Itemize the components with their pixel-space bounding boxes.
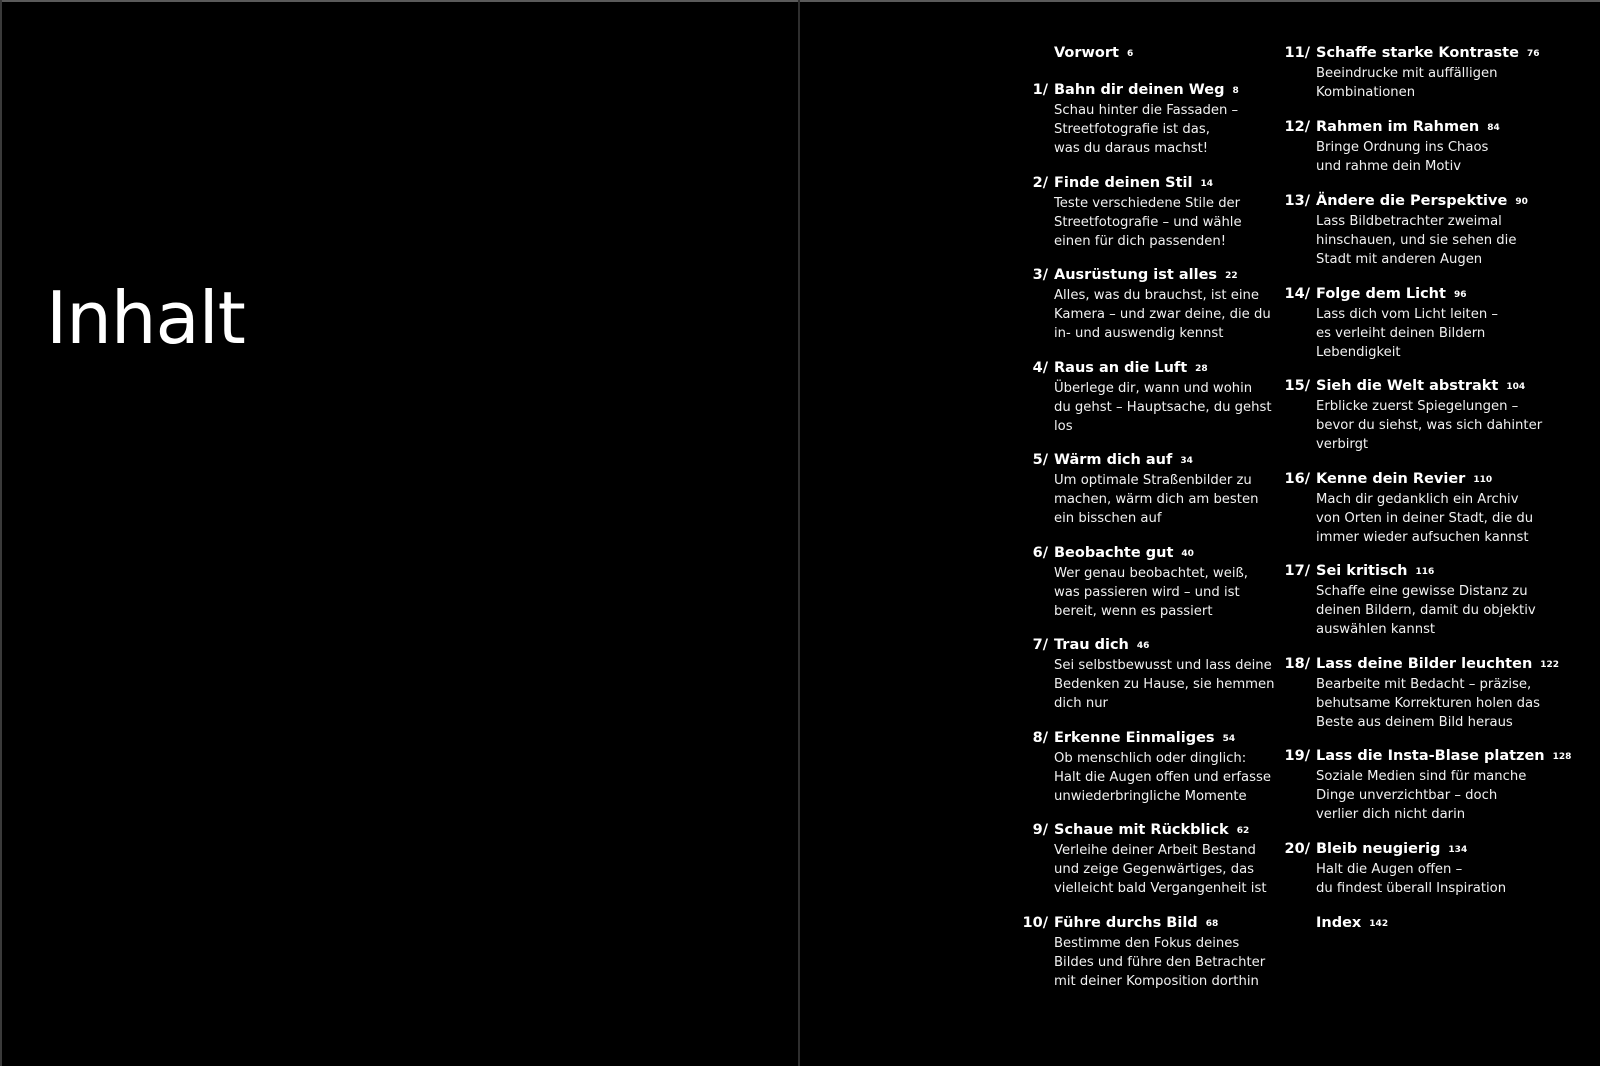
toc-entry-number: 6/ [1032, 544, 1048, 561]
toc-entry-heading: Sei kritisch [1316, 563, 1408, 579]
toc-entry-heading: Index [1316, 914, 1362, 931]
toc-entry-heading: Bleib neugierig [1316, 840, 1441, 857]
toc-entry-description-line: und rahme dein Motiv [1316, 159, 1462, 174]
toc-entry-description-line: Sei selbstbewusst und lass deine [1054, 658, 1272, 673]
toc-entry-description-line: in- und auswendig kennst [1054, 326, 1224, 341]
toc-entry-heading-line [1316, 747, 1572, 767]
toc-entry-page-number: 54 [1222, 733, 1236, 744]
toc-entry-description-line: Beeindrucke mit auffälligen [1316, 66, 1498, 81]
toc-entry-description [1054, 749, 1280, 806]
toc-entry[interactable] [1272, 914, 1552, 951]
toc-entry-description-line: Dinge unverzichtbar – doch [1316, 788, 1498, 803]
toc-entry-description-line: und zeige Gegenwärtiges, das [1054, 862, 1255, 877]
toc-entry-description [1054, 564, 1280, 621]
toc-entry-heading-line [1316, 914, 1552, 934]
toc-entry-description-line: Lebendigkeit [1316, 344, 1401, 360]
toc-entry-heading-line [1316, 470, 1552, 490]
toc-entry[interactable] [1272, 377, 1552, 470]
toc-column-right [1272, 44, 1572, 951]
toc-entry-number: 5/ [1032, 452, 1048, 468]
toc-entry-heading-line [1054, 451, 1280, 471]
toc-entry[interactable] [1272, 285, 1552, 378]
toc-entry[interactable] [1272, 192, 1552, 285]
toc-entry-page-number: 96 [1453, 289, 1467, 300]
toc-entry-description-line: Teste verschiedene Stile der [1054, 195, 1241, 211]
toc-entry-heading-line [1054, 544, 1280, 564]
toc-entry-description [1054, 471, 1280, 528]
toc-entry-heading: Folge dem Licht [1316, 285, 1446, 302]
toc-entry-heading: Schaffe starke Kontraste [1316, 45, 1519, 61]
toc-entry-heading: Rahmen im Rahmen [1316, 119, 1480, 135]
toc-entry-description [1316, 582, 1552, 639]
toc-entry[interactable] [1010, 914, 1280, 1007]
toc-entry-description-line: Kamera – und zwar deine, die du [1054, 307, 1271, 322]
toc-entry-description-line: Halt die Augen offen – [1316, 861, 1463, 877]
toc-entry-page-number: 104 [1506, 382, 1526, 392]
toc-entry[interactable] [1010, 174, 1280, 267]
toc-entry-heading: Raus an die Luft [1054, 359, 1188, 376]
toc-entry-description [1316, 138, 1552, 176]
toc-entry-description-line: Ob menschlich oder dinglich: [1054, 750, 1247, 766]
toc-entry-description-line: Streetfotografie ist das, [1054, 122, 1210, 137]
toc-entry-description [1054, 286, 1280, 343]
toc-entry-number: 20/ [1284, 840, 1310, 857]
toc-entry-description-line: Beste aus deinem Bild heraus [1316, 714, 1513, 730]
toc-entry-number: 13/ [1284, 193, 1310, 209]
toc-entry-description-line: du gehst – Hauptsache, du gehst [1054, 399, 1272, 415]
toc-entry-number: 17/ [1284, 563, 1310, 579]
toc-entry-description [1316, 860, 1552, 898]
toc-entry[interactable] [1010, 729, 1280, 822]
toc-entry-page-number: 34 [1180, 456, 1193, 466]
toc-entry-description [1316, 64, 1552, 102]
toc-entry-number: 15/ [1284, 378, 1310, 394]
toc-entry[interactable] [1010, 451, 1280, 544]
toc-entry-number: 11/ [1284, 45, 1310, 61]
toc-entry-description-line: Streetfotografie – und wähle [1054, 214, 1242, 230]
toc-entry-number: 10/ [1022, 914, 1048, 931]
toc-entry[interactable] [1010, 81, 1280, 174]
toc-entry-description-line: Soziale Medien sind für manche [1316, 769, 1527, 784]
toc-entry-heading: Wärm dich auf [1054, 452, 1173, 468]
toc-entry-number: 4/ [1032, 359, 1048, 376]
toc-entry-page-number: 128 [1552, 752, 1572, 762]
toc-entry-page-number: 134 [1448, 844, 1468, 855]
toc-entry-heading-line [1316, 44, 1552, 64]
toc-entry-description-line: vielleicht bald Vergangenheit ist [1054, 881, 1267, 896]
toc-entry-heading-line [1054, 174, 1280, 194]
toc-entry-page-number: 84 [1487, 123, 1500, 133]
toc-entry-number: 9/ [1032, 822, 1048, 838]
toc-entry-description-line: deinen Bildern, damit du objektiv [1316, 603, 1536, 618]
toc-entry-number: 3/ [1032, 267, 1048, 283]
toc-entry-heading: Trau dich [1054, 637, 1129, 653]
toc-entry-description-line: Bildes und führe den Betrachter [1054, 954, 1266, 970]
toc-entry-heading: Führe durchs Bild [1054, 914, 1198, 931]
toc-entry-heading: Kenne dein Revier [1316, 470, 1466, 487]
toc-entry-description-line: los [1054, 418, 1073, 434]
toc-entry-number: 14/ [1284, 285, 1310, 302]
toc-entry-description-line: Mach dir gedanklich ein Archiv [1316, 491, 1519, 507]
toc-entry-page-number: 76 [1526, 49, 1540, 59]
toc-entry-description-line: es verleiht deinen Bildern [1316, 325, 1486, 341]
toc-entry-page-number: 40 [1181, 548, 1194, 559]
toc-entry-heading-line [1316, 285, 1552, 305]
toc-entry-description-line: Wer genau beobachtet, weiß, [1054, 565, 1248, 581]
toc-entry-description-line: immer wieder aufsuchen kannst [1316, 529, 1529, 545]
toc-entry-page-number: 122 [1540, 659, 1560, 670]
toc-entry-page-number: 142 [1369, 918, 1389, 929]
toc-entry-description [1054, 934, 1280, 991]
toc-entry-page-number: 8 [1232, 86, 1239, 96]
toc-entry[interactable] [1010, 821, 1280, 914]
toc-entry[interactable] [1272, 747, 1572, 840]
toc-entry-heading-line [1316, 562, 1552, 582]
toc-entry-description-line: Verleihe deiner Arbeit Bestand [1054, 843, 1256, 858]
toc-entry-heading-line [1316, 840, 1552, 860]
toc-entry-heading: Ausrüstung ist alles [1054, 267, 1218, 283]
toc-entry[interactable] [1272, 840, 1552, 914]
toc-entry-page-number: 68 [1205, 918, 1219, 929]
toc-entry-heading-line [1054, 636, 1280, 656]
toc-entry-description-line: Schaffe eine gewisse Distanz zu [1316, 584, 1528, 599]
page-title: Inhalt [46, 276, 245, 360]
toc-entry-page-number: 22 [1225, 271, 1238, 281]
toc-entry-description-line: behutsame Korrekturen holen das [1316, 695, 1541, 711]
toc-entry-heading-line [1054, 44, 1280, 64]
toc-entry-heading-line [1316, 192, 1552, 212]
toc-entry-description-line: was du daraus machst! [1054, 141, 1209, 156]
toc-entry-page-number: 62 [1236, 826, 1250, 836]
toc-entry-description-line: du findest überall Inspiration [1316, 880, 1507, 896]
toc-entry[interactable] [1010, 636, 1280, 729]
toc-entry-description-line: mit deiner Komposition dorthin [1054, 973, 1259, 989]
toc-entry-description-line: Lass Bildbetrachter zweimal [1316, 214, 1502, 229]
toc-entry-number: 1/ [1032, 82, 1048, 98]
toc-entry-description-line: Erblicke zuerst Spiegelungen – [1316, 399, 1519, 414]
toc-entry-heading-line [1316, 377, 1552, 397]
toc-entry-description [1054, 656, 1280, 713]
toc-entry-heading-line [1054, 81, 1280, 101]
toc-entry-heading-line [1054, 266, 1280, 286]
toc-entry-description-line: Schau hinter die Fassaden – [1054, 103, 1239, 118]
toc-entry-heading-line [1054, 359, 1280, 379]
toc-entry-description [1316, 212, 1552, 269]
toc-entry-description-line: Bringe Ordnung ins Chaos [1316, 140, 1489, 155]
toc-entry-description-line: Bedenken zu Hause, sie hemmen [1054, 677, 1275, 692]
toc-entry-description-line: unwiederbringliche Momente [1054, 788, 1247, 804]
toc-entry-description-line: verlier dich nicht darin [1316, 807, 1466, 822]
toc-entry-description-line: Um optimale Straßenbilder zu [1054, 473, 1252, 488]
toc-entry-page-number: 6 [1126, 49, 1134, 59]
toc-entry-description-line: verbirgt [1316, 437, 1369, 452]
toc-entry-number: 2/ [1032, 174, 1048, 191]
toc-entry-heading: Ändere die Perspektive [1316, 193, 1508, 209]
toc-entry-number: 19/ [1284, 748, 1310, 764]
toc-entry-description-line: Kombinationen [1316, 85, 1416, 100]
toc-entry[interactable] [1010, 544, 1280, 637]
toc-entry-heading: Erkenne Einmaliges [1054, 729, 1215, 746]
toc-entry-heading: Sieh die Welt abstrakt [1316, 378, 1499, 394]
toc-entry-description-line: einen für dich passenden! [1054, 233, 1227, 249]
toc-entry-description [1316, 767, 1552, 824]
toc-entry-heading: Schaue mit Rückblick [1054, 822, 1229, 838]
toc-entry-description-line: dich nur [1054, 696, 1108, 711]
toc-entry-number: 16/ [1284, 470, 1310, 487]
toc-entry-description [1054, 379, 1280, 436]
toc-entry-heading: Bahn dir deinen Weg [1054, 82, 1225, 98]
toc-entry-heading: Finde deinen Stil [1054, 174, 1193, 191]
toc-column-left [1010, 44, 1280, 1006]
toc-entry-description-line: Lass dich vom Licht leiten – [1316, 306, 1498, 322]
toc-entry-number: 18/ [1284, 655, 1310, 672]
toc-entry[interactable] [1272, 470, 1552, 563]
toc-entry-page-number: 116 [1415, 567, 1435, 577]
toc-entry-page-number: 28 [1195, 363, 1208, 374]
toc-entry[interactable] [1272, 118, 1552, 192]
toc-entry[interactable] [1010, 44, 1280, 81]
toc-entry-description-line: ein bisschen auf [1054, 511, 1162, 526]
toc-entry-heading-line [1316, 118, 1552, 138]
toc-entry[interactable] [1010, 359, 1280, 452]
toc-entry-description [1054, 841, 1280, 898]
frame-line-top [0, 0, 1600, 2]
toc-entry[interactable] [1010, 266, 1280, 359]
toc-entry-heading: Beobachte gut [1054, 544, 1174, 561]
toc-entry[interactable] [1272, 655, 1560, 748]
toc-entry-description-line: Bearbeite mit Bedacht – präzise, [1316, 676, 1532, 692]
toc-entry-page-number: 14 [1200, 178, 1214, 189]
toc-entry-description-line: Stadt mit anderen Augen [1316, 252, 1483, 267]
toc-entry-number: 8/ [1032, 729, 1048, 746]
toc-entry-number: 12/ [1284, 119, 1310, 135]
toc-entry-description [1316, 397, 1552, 454]
toc-entry[interactable] [1272, 44, 1552, 118]
toc-entry-description-line: Halt die Augen offen und erfasse [1054, 769, 1271, 785]
toc-entry-description-line: machen, wärm dich am besten [1054, 492, 1259, 507]
toc-entry-description [1316, 305, 1552, 362]
toc-entry-description-line: Alles, was du brauchst, ist eine [1054, 288, 1259, 303]
toc-entry[interactable] [1272, 562, 1552, 655]
toc-entry-description-line: Bestimme den Fokus deines [1054, 935, 1240, 951]
toc-entry-heading-line [1054, 821, 1280, 841]
toc-entry-number: 7/ [1032, 637, 1048, 653]
page-gutter [798, 0, 800, 1066]
toc-entry-description [1316, 675, 1552, 732]
toc-entry-description-line: hinschauen, und sie sehen die [1316, 233, 1517, 248]
toc-entry-description-line: Überlege dir, wann und wohin [1054, 380, 1253, 396]
frame-line-left [0, 0, 2, 1066]
toc-entry-heading: Lass die Insta-Blase platzen [1316, 748, 1545, 764]
toc-entry-description-line: auswählen kannst [1316, 622, 1436, 637]
toc-entry-description-line: bevor du siehst, was sich dahinter [1316, 418, 1543, 433]
toc-entry-heading: Lass deine Bilder leuchten [1316, 655, 1533, 672]
toc-entry-description-line: von Orten in deiner Stadt, die du [1316, 510, 1534, 526]
toc-entry-description-line: bereit, wenn es passiert [1054, 603, 1213, 619]
toc-entry-heading-line [1316, 655, 1560, 675]
toc-entry-heading-line [1054, 914, 1280, 934]
toc-entry-description-line: was passieren wird – und ist [1054, 584, 1240, 600]
toc-entry-description [1054, 194, 1280, 251]
toc-entry-description [1316, 490, 1552, 547]
toc-entry-page-number: 110 [1473, 474, 1493, 485]
toc-entry-page-number: 46 [1136, 641, 1150, 651]
toc-entry-page-number: 90 [1515, 197, 1528, 207]
toc-entry-heading-line [1054, 729, 1280, 749]
toc-entry-heading: Vorwort [1054, 45, 1119, 61]
toc-entry-description [1054, 101, 1280, 158]
